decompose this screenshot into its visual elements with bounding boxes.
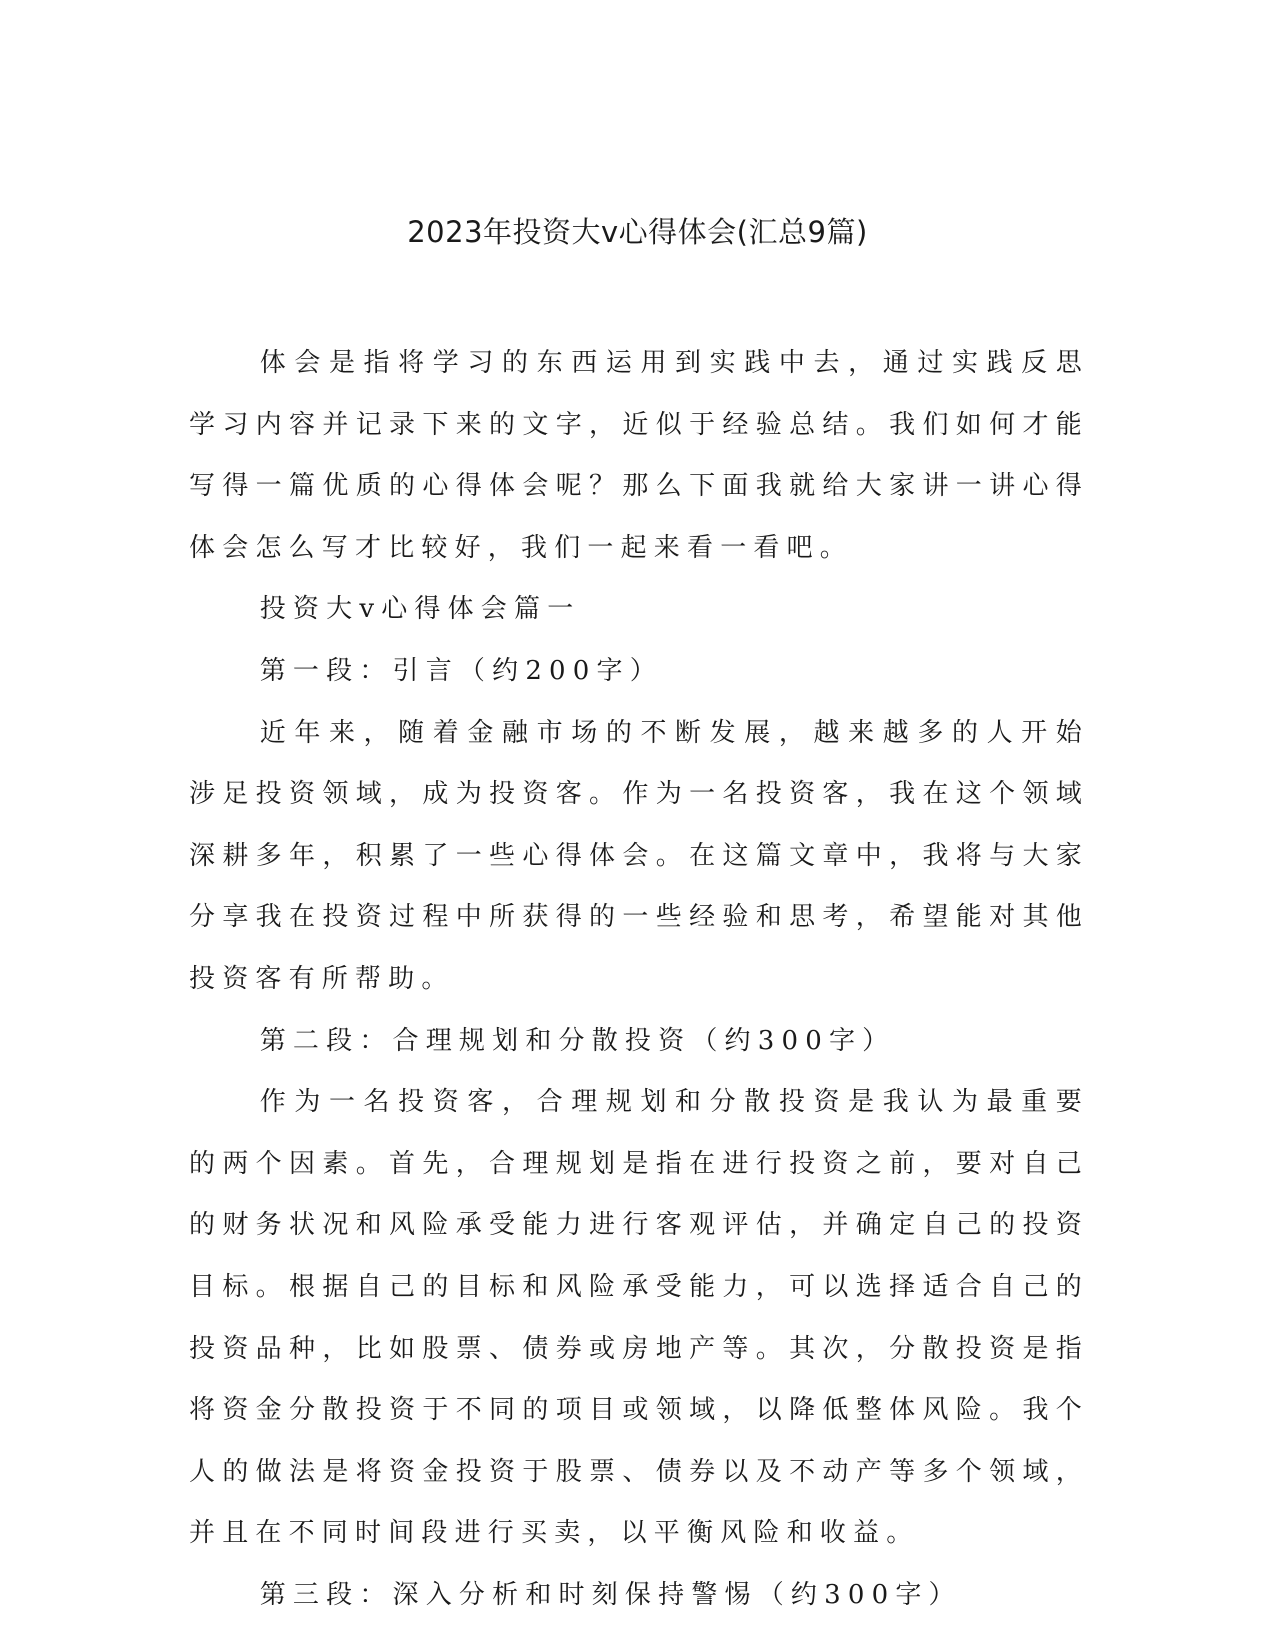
article-heading: 投资大v心得体会篇一 bbox=[259, 594, 581, 625]
intro-paragraph: 体会是指将学习的东西运用到实践中去，通过实践反思学习内容并记录下来的文字，近似于经验总结。我们如何才能写得一篇优质的心得体会呢？那么下面我就给大家讲一讲心得体会怎么写才比较好，我们一起来看一看吧。 bbox=[189, 348, 1089, 563]
section-heading-3: 第三段：深入分析和时刻保持警惕（约300字） bbox=[259, 1579, 962, 1610]
section-paragraph-2: 作为一名投资客，合理规划和分散投资是我认为最重要的两个因素。首先，合理规划是指在进行投资之前，要对自己的财务状况和风险承受能力进行客观评估，并确定自己的投资目标。根据自己的目标和风险承受能力，可以选择适合自己的投资品种，比如股票、债券或房地产等。其次，分散投资是指将资金分散投资于不同的项目或领域，以降低整体风险。我个人的做法是将资金投资于股票、债券以及不动产等多个领域，并且在不同时间段进行买卖，以平衡风险和收益。 bbox=[189, 1087, 1089, 1549]
section-heading-2: 第二段：合理规划和分散投资（约300字） bbox=[259, 1025, 896, 1056]
section-heading-1: 第一段：引言（约200字） bbox=[259, 655, 663, 686]
section-paragraph-1: 近年来，随着金融市场的不断发展，越来越多的人开始涉足投资领域，成为投资客。作为一名投资客，我在这个领域深耕多年，积累了一些心得体会。在这篇文章中，我将与大家分享我在投资过程中所获得的一些经验和思考，希望能对其他投资客有所帮助。 bbox=[189, 717, 1089, 994]
document-title: 2023年投资大v心得体会(汇总9篇) bbox=[407, 215, 868, 249]
document-body bbox=[189, 333, 1089, 1626]
